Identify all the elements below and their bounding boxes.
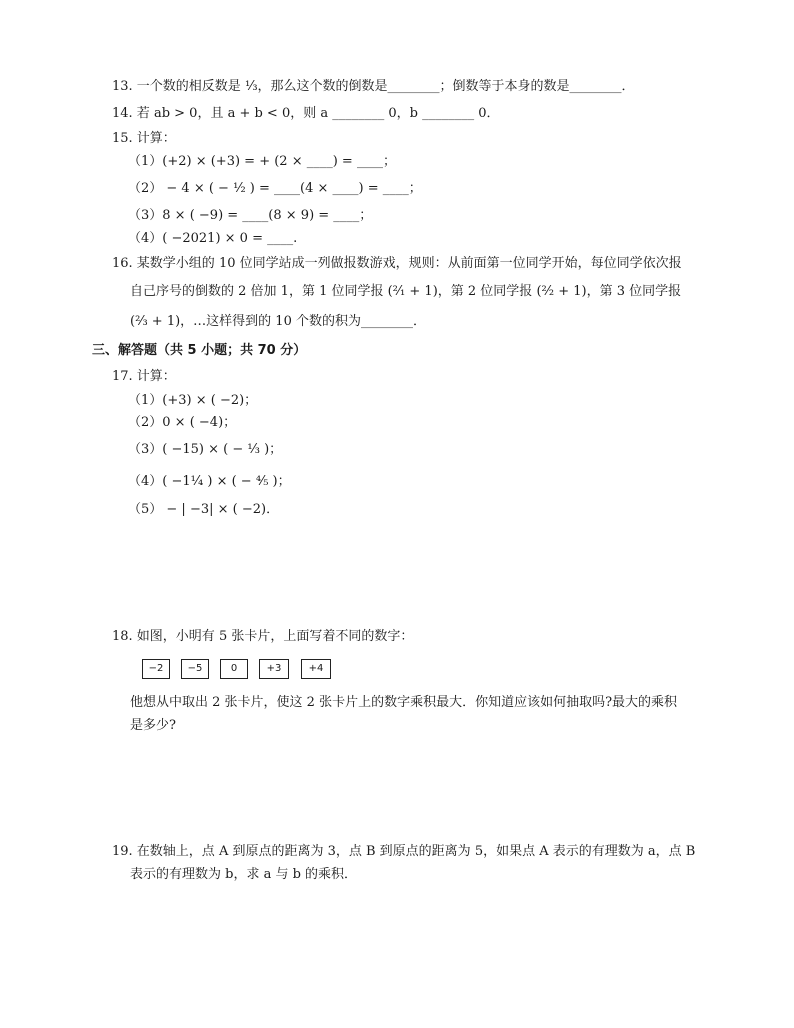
question-15-item-4: （4）( −2021) × 0 = ____.: [128, 231, 298, 246]
question-15-item-1: （1）(+2) × (+3) = + (2 × ____) = ____；: [128, 154, 396, 169]
number-card: 0: [220, 659, 248, 679]
question-17-item-5: （5） − | −3| × ( −2)．: [128, 502, 280, 517]
question-19-line-2: 表示的有理数为 b，求 a 与 b 的乘积．: [130, 867, 358, 882]
question-16-line-2: 自己序号的倒数的 2 倍加 1，第 1 位同学报 (²⁄₁ + 1)，第 2 位同学报 (²⁄₂ + 1)，第 3 位同学报: [130, 284, 682, 299]
number-card: −5: [181, 659, 209, 679]
number-card: −2: [142, 659, 170, 679]
question-13: 13. 一个数的相反数是 ¹⁄₃，那么这个数的倒数是________；倒数等于本身的数是________．: [112, 79, 635, 94]
number-card: +3: [259, 659, 289, 679]
question-14: 14. 若 ab > 0，且 a + b < 0，则 a ________ 0，b ________ 0．: [112, 106, 500, 121]
question-17-item-4: （4）( −1¹⁄₄ ) × ( − ⁴⁄₅ )；: [128, 474, 291, 489]
question-17-item-1: （1）(+3) × ( −2)；: [128, 393, 258, 408]
question-18-line-2: 是多少?: [130, 718, 176, 733]
question-19-line-1: 19. 在数轴上，点 A 到原点的距离为 3，点 B 到原点的距离为 5，如果点 A 表示的有理数为 a，点 B: [112, 844, 696, 859]
question-16-line-3: (²⁄₃ + 1)，…这样得到的 10 个数的积为________．: [130, 314, 426, 329]
question-17-stem: 17. 计算：: [112, 369, 176, 384]
question-16-line-1: 16. 某数学小组的 10 位同学站成一列做报数游戏，规则：从前面第一位同学开始，每位同学依次报: [112, 256, 682, 271]
question-15-item-3: （3）8 × ( −9) = ____(8 × 9) = ____；: [128, 208, 373, 223]
question-15-item-2: （2） − 4 × ( − ¹⁄₂ ) = ____(4 × ____) = ____；: [128, 181, 422, 196]
question-17-item-2: （2）0 × ( −4)；: [128, 415, 237, 430]
question-18-stem: 18. 如图，小明有 5 张卡片，上面写着不同的数字：: [112, 629, 414, 644]
question-15-stem: 15. 计算：: [112, 131, 176, 146]
number-card: +4: [301, 659, 331, 679]
section-heading: 三、解答题（共 5 小题；共 70 分）: [92, 343, 307, 358]
question-18-line-1: 他想从中取出 2 张卡片，使这 2 张卡片上的数字乘积最大．你知道应该如何抽取吗?最大的乘积: [130, 695, 678, 710]
question-17-item-3: （3）( −15) × ( − ¹⁄₃ )；: [128, 442, 283, 457]
